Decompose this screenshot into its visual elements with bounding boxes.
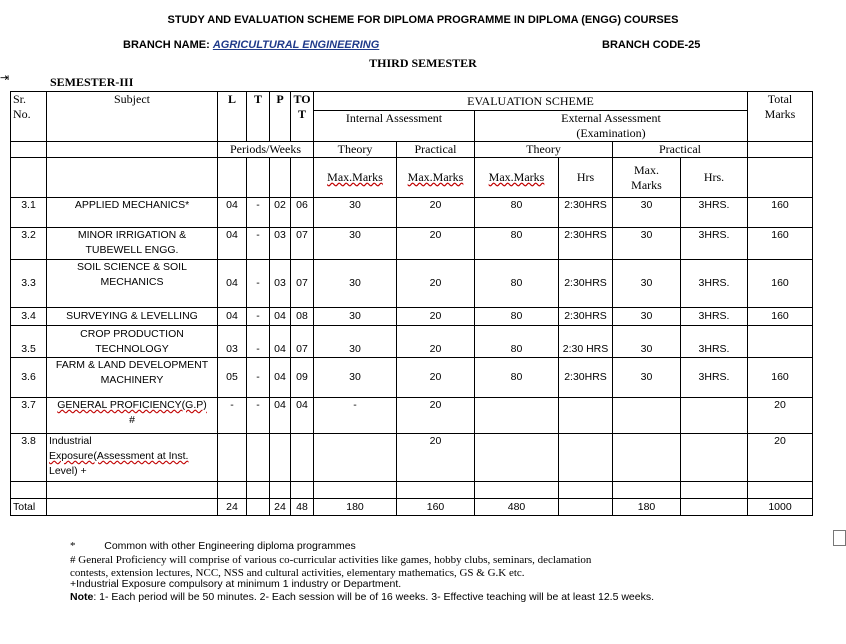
row-ext-theory: 80: [475, 198, 559, 228]
row-int-practical: 20: [397, 260, 475, 308]
row-sr: 3.8: [11, 434, 47, 482]
row-int-practical: 20: [397, 398, 475, 434]
header-to-line1: TO: [293, 92, 311, 106]
row-ext-practical: [613, 398, 681, 434]
semester-tag: SEMESTER-III: [50, 75, 134, 89]
row-tot: 04: [291, 398, 314, 434]
total-l: 24: [218, 499, 247, 516]
empty-cell: [314, 482, 397, 499]
total-subject: [47, 499, 218, 516]
row-ext-theory: [475, 398, 559, 434]
header-blank-t: [247, 158, 270, 198]
footnote-star-mark: *: [70, 540, 76, 552]
header-ext-practical-hrs: Hrs.: [681, 158, 748, 198]
row-l: 04: [218, 308, 247, 326]
row-tot: [291, 434, 314, 482]
row-subject-line1: CROP PRODUCTION: [80, 327, 184, 340]
row-ext-hrs: [559, 398, 613, 434]
row-subject-line1: SOIL SCIENCE & SOIL: [77, 261, 187, 273]
header-ext-theory-max: [475, 158, 559, 198]
row-int-theory: 30: [314, 198, 397, 228]
empty-cell: [613, 482, 681, 499]
row-total: 160: [748, 228, 813, 260]
empty-cell: [247, 482, 270, 499]
row-ext-theory: 80: [475, 260, 559, 308]
row-l: 05: [218, 358, 247, 398]
header-blank-to: [291, 158, 314, 198]
row-t: -: [247, 260, 270, 308]
row-l: 04: [218, 260, 247, 308]
header-external-assessment: [475, 111, 748, 142]
table-row: [11, 260, 813, 308]
table-row: [11, 326, 813, 358]
empty-cell: [11, 482, 47, 499]
header-blank-total-2: [748, 158, 813, 198]
row-ext-theory: [475, 434, 559, 482]
row-tot: 07: [291, 228, 314, 260]
header-external-line1: External Assessment: [561, 111, 661, 125]
note-label: Note: [70, 591, 94, 603]
row-sr: 3.4: [11, 308, 47, 326]
row-subject-line2: [49, 449, 215, 464]
header-blank-sr-2: [11, 158, 47, 198]
row-subject-line2: MACHINERY: [100, 374, 164, 386]
header-int-practical-max: [397, 158, 475, 198]
empty-cell: [270, 482, 291, 499]
row-sr: 3.1: [11, 198, 47, 228]
total-p: 24: [270, 499, 291, 516]
row-ext-hrs: [559, 434, 613, 482]
row-sr: 3.7: [11, 398, 47, 434]
row-total: 20: [748, 434, 813, 482]
row-ext-practical-hrs: 3HRS.: [681, 198, 748, 228]
empty-cell: [559, 482, 613, 499]
row-t: -: [247, 228, 270, 260]
row-p: 04: [270, 358, 291, 398]
row-t: -: [247, 308, 270, 326]
row-t: -: [247, 358, 270, 398]
footnote-plus: +Industrial Exposure compulsory at minimum 1 industry or Department.: [70, 578, 402, 590]
row-subject-line2: #: [129, 414, 135, 426]
table-row: [11, 398, 813, 434]
row-ext-practical: 30: [613, 326, 681, 358]
empty-cell: [47, 482, 218, 499]
row-ext-hrs: 2:30HRS: [559, 358, 613, 398]
row-ext-theory: 80: [475, 308, 559, 326]
row-int-theory: 30: [314, 260, 397, 308]
header-evaluation-scheme: EVALUATION SCHEME: [314, 92, 748, 111]
row-p: 02: [270, 198, 291, 228]
row-ext-practical-hrs: 3HRS.: [681, 260, 748, 308]
header-total-line1: Total: [767, 92, 793, 106]
row-ext-practical-hrs: [681, 434, 748, 482]
total-marks: 1000: [748, 499, 813, 516]
header-external-line2: (Examination): [576, 126, 646, 140]
row-ext-practical-hrs: 3HRS.: [681, 228, 748, 260]
table-row: [11, 434, 813, 482]
row-subject: [47, 358, 218, 398]
row-ext-hrs: 2:30HRS: [559, 308, 613, 326]
header-sr-line1: Sr.: [13, 92, 27, 106]
ext-practical-max-line2: Marks: [631, 177, 662, 192]
header-l: L: [218, 92, 247, 142]
branch-name-line: [123, 39, 379, 51]
row-subject-line3: Level) +: [49, 465, 87, 477]
row-subject: [47, 398, 218, 434]
row-sr: 3.6: [11, 358, 47, 398]
row-int-theory: 30: [314, 308, 397, 326]
total-tot: 48: [291, 499, 314, 516]
row-ext-practical-hrs: 3HRS.: [681, 358, 748, 398]
row-l: 04: [218, 198, 247, 228]
row-p: [270, 434, 291, 482]
row-tot: 07: [291, 326, 314, 358]
row-tot: 08: [291, 308, 314, 326]
row-ext-practical-hrs: 3HRS.: [681, 326, 748, 358]
total-int-practical: 160: [397, 499, 475, 516]
total-row: [11, 499, 813, 516]
row-subject: [47, 434, 218, 482]
header-int-theory: Theory: [314, 142, 397, 158]
row-int-practical: 20: [397, 308, 475, 326]
footnote-star-text: Common with other Engineering diploma programmes: [104, 540, 356, 552]
header-total-marks: [748, 92, 813, 142]
row-int-theory: 30: [314, 326, 397, 358]
row-ext-practical: 30: [613, 260, 681, 308]
total-ext-practical: 180: [613, 499, 681, 516]
row-sr: 3.2: [11, 228, 47, 260]
row-total: [748, 326, 813, 358]
header-int-theory-max: [314, 158, 397, 198]
int-practical-max-label: Max.Marks: [407, 170, 464, 184]
row-int-theory: [314, 434, 397, 482]
table-row: [11, 198, 813, 228]
row-ext-theory: 80: [475, 326, 559, 358]
header-blank-p: [270, 158, 291, 198]
total-t: [247, 499, 270, 516]
table-resize-handle[interactable]: [833, 530, 846, 546]
row-l: -: [218, 398, 247, 434]
row-int-theory: -: [314, 398, 397, 434]
branch-label: BRANCH NAME:: [123, 39, 210, 51]
header-ext-theory-hrs: Hrs: [559, 158, 613, 198]
row-sr: 3.3: [11, 260, 47, 308]
row-p: 04: [270, 308, 291, 326]
empty-cell: [475, 482, 559, 499]
row-int-practical: 20: [397, 198, 475, 228]
row-subject: [47, 228, 218, 260]
header-subject: Subject: [47, 92, 218, 142]
row-subject-line2: MECHANICS: [100, 276, 164, 288]
footnote-hash-cont: contests, extension lectures, NCC, NSS and cultural activities, elementary mathematics, GS & G.K etc.: [70, 567, 525, 579]
row-tot: 09: [291, 358, 314, 398]
header-ext-practical: Practical: [613, 142, 748, 158]
header-total-periods: [291, 92, 314, 142]
header-p: P: [270, 92, 291, 142]
semester-title: THIRD SEMESTER: [369, 56, 477, 70]
row-int-practical: 20: [397, 228, 475, 260]
row-p: 03: [270, 260, 291, 308]
header-t: T: [247, 92, 270, 142]
row-total: 20: [748, 398, 813, 434]
footnote-star: [70, 540, 356, 553]
evaluation-scheme-table: [10, 91, 813, 516]
gp-subject-text: GENERAL PROFICIENCY(G.P): [57, 399, 207, 411]
row-t: -: [247, 198, 270, 228]
row-ext-practical-hrs: 3HRS.: [681, 308, 748, 326]
row-t: -: [247, 326, 270, 358]
header-blank-sr: [11, 142, 47, 158]
row-int-theory: 30: [314, 228, 397, 260]
ext-theory-max-label: Max.Marks: [488, 170, 545, 184]
row-subject-line1: FARM & LAND DEVELOPMENT: [55, 359, 209, 371]
header-blank-subject: [47, 142, 218, 158]
empty-cell: [681, 482, 748, 499]
header-sr: [11, 92, 47, 142]
total-ext-hrs: [559, 499, 613, 516]
header-blank-subject-2: [47, 158, 218, 198]
row-total: 160: [748, 358, 813, 398]
header-ext-practical-max: [613, 158, 681, 198]
row-ext-theory: 80: [475, 228, 559, 260]
header-ext-theory: Theory: [475, 142, 613, 158]
header-sr-line2: No.: [13, 107, 31, 121]
row-p: 04: [270, 398, 291, 434]
row-p: 04: [270, 326, 291, 358]
row-subject-line1: Industrial: [49, 435, 92, 447]
branch-name: AGRICULTURAL ENGINEERING: [212, 39, 380, 51]
row-sr: 3.5: [11, 326, 47, 358]
header-internal-assessment: Internal Assessment: [314, 111, 475, 142]
header-blank-l: [218, 158, 247, 198]
row-ext-hrs: 2:30HRS: [559, 260, 613, 308]
row-ext-practical-hrs: [681, 398, 748, 434]
row-l: [218, 434, 247, 482]
empty-cell: [291, 482, 314, 499]
row-subject-line1: [49, 398, 215, 413]
header-int-practical: Practical: [397, 142, 475, 158]
row-ext-practical: 30: [613, 308, 681, 326]
table-row: [11, 308, 813, 326]
total-ext-theory: 480: [475, 499, 559, 516]
empty-cell: [748, 482, 813, 499]
header-total-line2: Marks: [764, 107, 796, 121]
row-t: [247, 434, 270, 482]
row-l: 04: [218, 228, 247, 260]
row-ext-hrs: 2:30 HRS: [559, 326, 613, 358]
row-subject: [47, 260, 218, 308]
table-row-empty: [11, 482, 813, 499]
empty-cell: [397, 482, 475, 499]
row-subject: APPLIED MECHANICS*: [47, 198, 218, 228]
row-int-theory: 30: [314, 358, 397, 398]
row-ext-practical: 30: [613, 228, 681, 260]
ext-practical-max-line1: Max.: [634, 162, 659, 177]
row-t: -: [247, 398, 270, 434]
header-periods-weeks: Periods/Weeks: [218, 142, 314, 158]
row-ext-theory: 80: [475, 358, 559, 398]
header-to-line2: T: [297, 107, 306, 121]
total-int-theory: 180: [314, 499, 397, 516]
note-text: : 1- Each period will be 50 minutes. 2- Each session will be of 16 weeks. 3- Effective teaching will be at least 12.5 weeks.: [93, 591, 655, 603]
row-subject: [47, 326, 218, 358]
document-title: STUDY AND EVALUATION SCHEME FOR DIPLOMA PROGRAMME IN DIPLOMA (ENGG) COURSES: [167, 14, 679, 26]
row-tot: 06: [291, 198, 314, 228]
row-subject-line1: MINOR IRRIGATION &: [77, 229, 187, 241]
row-ext-practical: 30: [613, 198, 681, 228]
row-l: 03: [218, 326, 247, 358]
row-total: 160: [748, 260, 813, 308]
table-row: [11, 228, 813, 260]
int-theory-max-label: Max.Marks: [327, 170, 383, 184]
row-ext-practical: 30: [613, 358, 681, 398]
total-ext-practical-hrs: [681, 499, 748, 516]
row-int-practical: 20: [397, 434, 475, 482]
empty-cell: [218, 482, 247, 499]
row-total: 160: [748, 308, 813, 326]
row-p: 03: [270, 228, 291, 260]
total-label: Total: [11, 499, 47, 516]
row-subject: SURVEYING & LEVELLING: [47, 308, 218, 326]
ie-subject-text: Exposure(Assessment at Inst.: [49, 450, 189, 462]
row-ext-hrs: 2:30HRS: [559, 228, 613, 260]
table-move-handle-icon[interactable]: ⇥: [0, 71, 10, 84]
footnote-hash: # General Proficiency will comprise of various co-curricular activities like games, hobby clubs, seminars, declamation: [70, 554, 592, 566]
header-blank-total: [748, 142, 813, 158]
row-int-practical: 20: [397, 358, 475, 398]
table-row: [11, 358, 813, 398]
row-subject-line2: TUBEWELL ENGG.: [85, 244, 179, 256]
row-ext-hrs: 2:30HRS: [559, 198, 613, 228]
row-tot: 07: [291, 260, 314, 308]
branch-code: BRANCH CODE-25: [602, 39, 701, 51]
row-int-practical: 20: [397, 326, 475, 358]
row-ext-practical: [613, 434, 681, 482]
row-subject-line2: TECHNOLOGY: [95, 342, 169, 355]
footnote-note: [70, 591, 654, 604]
row-total: 160: [748, 198, 813, 228]
